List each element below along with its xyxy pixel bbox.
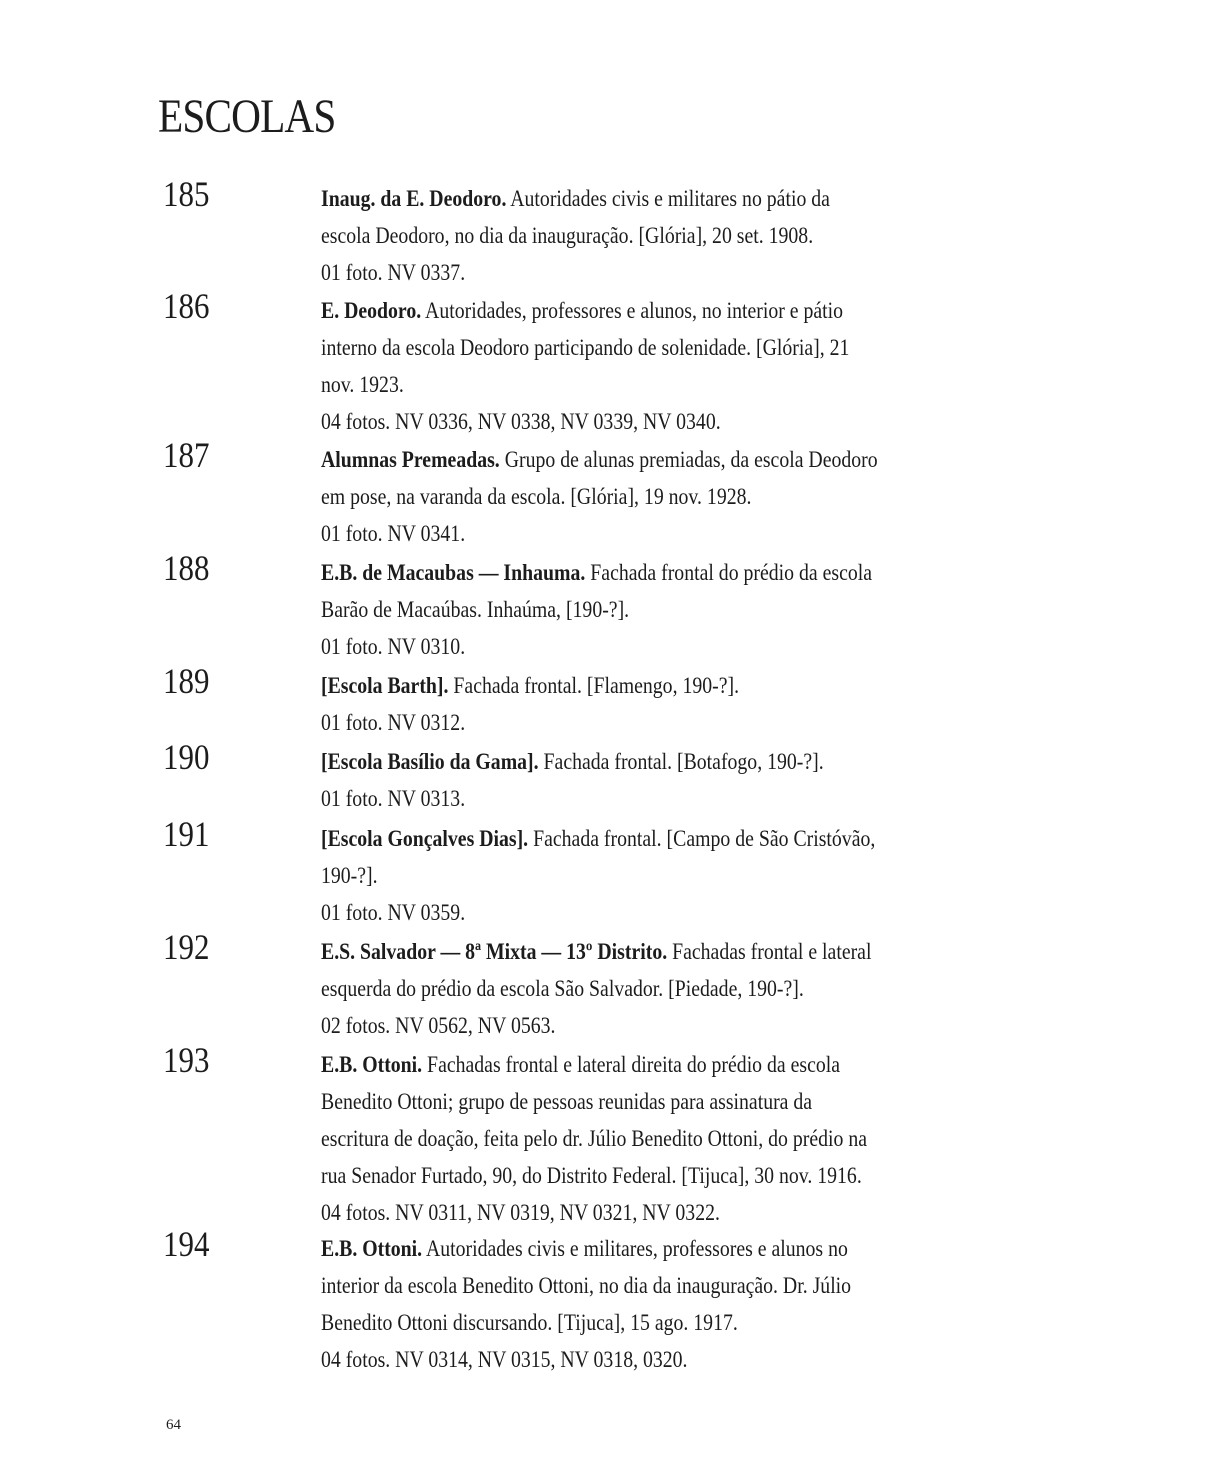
entry-number: 188 (163, 548, 210, 588)
entry-number: 193 (163, 1040, 210, 1080)
entry-heading: [Escola Basílio da Gama]. (321, 749, 539, 774)
entry-heading: Alumnas Premeadas. (321, 447, 500, 472)
entry-line (321, 933, 906, 970)
entry-body (321, 554, 1001, 665)
entry-text: Autoridades, professores e alunos, no interior e pátio (425, 298, 844, 323)
entry-heading: Inaug. da E. Deodoro. (321, 186, 507, 211)
entry-body (321, 743, 1001, 817)
entry-text: 04 fotos. NV 0311, NV 0319, NV 0321, NV 0322. (321, 1200, 720, 1225)
entry-text: 01 foto. NV 0310. (321, 634, 466, 659)
entry-heading: [Escola Gonçalves Dias]. (321, 826, 529, 851)
entry-text: rua Senador Furtado, 90, do Distrito Federal. [Tijuca], 30 nov. 1916. (321, 1163, 862, 1188)
entry-body (321, 667, 1001, 741)
entry-text: Autoridades civis e militares, professores e alunos no (425, 1236, 848, 1261)
entry-number: 189 (163, 661, 210, 701)
entry-line (321, 1230, 906, 1267)
entry-line (321, 743, 906, 780)
entry-text: Autoridades civis e militares no pátio da (510, 186, 830, 211)
entry-heading: E. Deodoro. (321, 298, 422, 323)
entry-heading: E.B. Ottoni. (321, 1052, 423, 1077)
entry-text: 190-?]. (321, 863, 378, 888)
entry-text: 01 foto. NV 0341. (321, 521, 466, 546)
entry-body (321, 1230, 1001, 1378)
entry-text: 04 fotos. NV 0336, NV 0338, NV 0339, NV 0340. (321, 409, 721, 434)
entry-text: Fachadas frontal e lateral (672, 939, 872, 964)
entry-number: 186 (163, 286, 210, 326)
entry-text: 01 foto. NV 0337. (321, 260, 466, 285)
entry-text: Benedito Ottoni discursando. [Tijuca], 15 ago. 1917. (321, 1310, 738, 1335)
page-title: ESCOLAS (158, 90, 336, 143)
entry-number: 185 (163, 174, 210, 214)
entry-heading: [Escola Barth]. (321, 673, 449, 698)
entry-text: escola Deodoro, no dia da inauguração. [Glória], 20 set. 1908. (321, 223, 814, 248)
entry-body (321, 1046, 1001, 1231)
entry-text: 01 foto. NV 0359. (321, 900, 466, 925)
entry-text: nov. 1923. (321, 372, 404, 397)
entry-number: 191 (163, 814, 210, 854)
entry-line (321, 667, 906, 704)
entry-line (321, 820, 906, 857)
entry-text: Barão de Macaúbas. Inhaúma, [190-?]. (321, 597, 630, 622)
entry-text: 01 foto. NV 0313. (321, 786, 466, 811)
entry-text: 04 fotos. NV 0314, NV 0315, NV 0318, 0320. (321, 1347, 688, 1372)
entry-number: 192 (163, 927, 210, 967)
entry-text: 02 fotos. NV 0562, NV 0563. (321, 1013, 556, 1038)
entry-body (321, 441, 1001, 552)
entry-text: Benedito Ottoni; grupo de pessoas reunidas para assinatura da (321, 1089, 813, 1114)
entry-body (321, 933, 1001, 1044)
entry-line (321, 292, 906, 329)
entry-line (321, 441, 906, 478)
entry-body (321, 820, 1001, 931)
entry-text: esquerda do prédio da escola São Salvador. [Piedade, 190-?]. (321, 976, 804, 1001)
entry-body (321, 292, 1001, 440)
entry-text: Fachada frontal. [Campo de São Cristóvão, (533, 826, 876, 851)
entry-text: Fachada frontal. [Botafogo, 190-?]. (543, 749, 824, 774)
entry-heading: E.B. Ottoni. (321, 1236, 423, 1261)
entry-text: Fachada frontal do prédio da escola (590, 560, 873, 585)
entry-text: escritura de doação, feita pelo dr. Júlio Benedito Ottoni, do prédio na (321, 1126, 867, 1151)
entry-line (321, 554, 906, 591)
entry-text: interno da escola Deodoro participando de solenidade. [Glória], 21 (321, 335, 850, 360)
entry-number: 190 (163, 737, 210, 777)
page-number: 64 (166, 1417, 181, 1433)
entry-text: em pose, na varanda da escola. [Glória], 19 nov. 1928. (321, 484, 752, 509)
entry-text: 01 foto. NV 0312. (321, 710, 466, 735)
entry-line (321, 180, 906, 217)
entry-text: Grupo de alunas premiadas, da escola Deodoro (504, 447, 878, 472)
entry-text: Fachadas frontal e lateral direita do prédio da escola (427, 1052, 841, 1077)
entry-body (321, 180, 1001, 291)
entry-text: Fachada frontal. [Flamengo, 190-?]. (453, 673, 740, 698)
entry-heading: E.B. de Macaubas — Inhauma. (321, 560, 586, 585)
entry-text: interior da escola Benedito Ottoni, no dia da inauguração. Dr. Júlio (321, 1273, 852, 1298)
entry-heading: E.S. Salvador — 8ª Mixta — 13º Distrito. (321, 939, 668, 964)
entry-line (321, 1046, 906, 1083)
entry-number: 194 (163, 1224, 210, 1264)
entry-number: 187 (163, 435, 210, 475)
